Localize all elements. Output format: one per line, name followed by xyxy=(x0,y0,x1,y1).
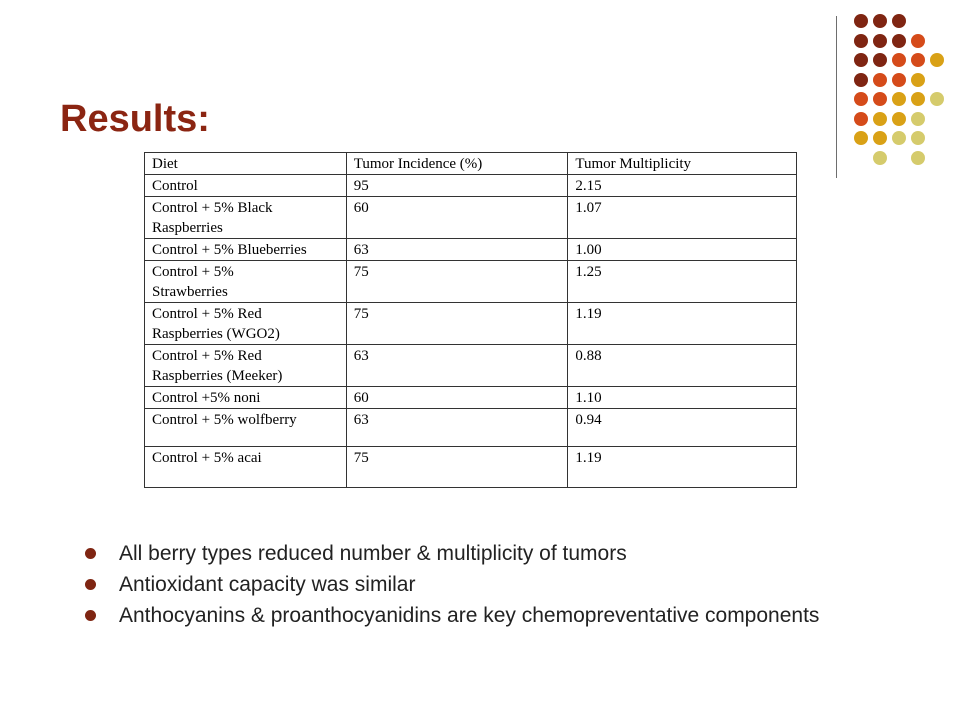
diet-cell xyxy=(145,387,347,409)
decorative-dot xyxy=(892,92,906,106)
decorative-dot xyxy=(911,112,925,126)
decorative-dot xyxy=(892,73,906,87)
decorative-dot xyxy=(854,112,868,126)
decorative-dot xyxy=(873,112,887,126)
diet-cell xyxy=(145,261,347,303)
bullet-text: Anthocyanins & proanthocyanidins are key chemopreventative components xyxy=(119,604,820,627)
slide-title: Results: xyxy=(60,98,210,140)
bullet-dot-icon xyxy=(85,548,96,559)
diet-text: Control + 5% xyxy=(152,264,234,280)
diet-text: Control + 5% Blueberries xyxy=(152,242,307,258)
diet-text: Control + 5% Red xyxy=(152,348,262,364)
diet-text: Control xyxy=(152,178,198,194)
incidence-cell: 60 xyxy=(346,197,568,239)
decorative-dot xyxy=(873,92,887,106)
table-row xyxy=(145,303,797,345)
header-tumor-incidence: Tumor Incidence (%) xyxy=(346,153,568,175)
multiplicity-cell: 0.94 xyxy=(568,409,797,447)
decorative-dot xyxy=(854,14,868,28)
diet-text: Raspberries (WGO2) xyxy=(152,326,280,342)
decorative-dot xyxy=(930,53,944,67)
diet-cell xyxy=(145,345,347,387)
diet-cell xyxy=(145,175,347,197)
divider-line xyxy=(836,16,837,178)
table-row xyxy=(145,447,797,488)
decorative-dot xyxy=(854,92,868,106)
multiplicity-cell: 0.88 xyxy=(568,345,797,387)
decorative-dot xyxy=(930,92,944,106)
diet-cell xyxy=(145,303,347,345)
decorative-dot xyxy=(873,131,887,145)
decorative-dot xyxy=(892,34,906,48)
decorative-dot xyxy=(892,53,906,67)
header-tumor-multiplicity: Tumor Multiplicity xyxy=(568,153,797,175)
table-row xyxy=(145,261,797,303)
decorative-dot xyxy=(911,131,925,145)
header-diet: Diet xyxy=(145,153,347,175)
diet-text: Raspberries (Meeker) xyxy=(152,368,283,384)
bullet-text: All berry types reduced number & multiplicity of tumors xyxy=(119,542,627,565)
diet-text: Control + 5% acai xyxy=(152,450,262,466)
decorative-dot xyxy=(854,73,868,87)
decorative-dot xyxy=(911,73,925,87)
decorative-dot xyxy=(873,14,887,28)
table-row xyxy=(145,239,797,261)
decorative-dot xyxy=(892,14,906,28)
multiplicity-cell: 1.19 xyxy=(568,447,797,488)
bullet-text: Antioxidant capacity was similar xyxy=(119,573,416,596)
decorative-dot xyxy=(911,53,925,67)
diet-text: Control +5% noni xyxy=(152,390,261,406)
table-row xyxy=(145,197,797,239)
diet-cell xyxy=(145,447,347,488)
decorative-dot xyxy=(911,34,925,48)
incidence-cell: 95 xyxy=(346,175,568,197)
decorative-dot xyxy=(873,151,887,165)
table-row xyxy=(145,175,797,197)
multiplicity-cell: 2.15 xyxy=(568,175,797,197)
bullet-item xyxy=(82,541,902,566)
table-row xyxy=(145,409,797,447)
multiplicity-cell: 1.10 xyxy=(568,387,797,409)
table-header-row xyxy=(145,153,797,175)
diet-text: Raspberries xyxy=(152,220,223,236)
diet-cell xyxy=(145,197,347,239)
incidence-cell: 63 xyxy=(346,239,568,261)
decorative-dot xyxy=(873,53,887,67)
multiplicity-cell: 1.25 xyxy=(568,261,797,303)
decorative-dot xyxy=(854,131,868,145)
table-row xyxy=(145,387,797,409)
decorative-dot xyxy=(873,34,887,48)
bullet-dot-icon xyxy=(85,610,96,621)
bullet-item xyxy=(82,603,902,628)
diet-cell xyxy=(145,239,347,261)
incidence-cell: 63 xyxy=(346,345,568,387)
diet-cell xyxy=(145,409,347,447)
incidence-cell: 75 xyxy=(346,261,568,303)
table-row xyxy=(145,345,797,387)
diet-text: Strawberries xyxy=(152,284,228,300)
decorative-dot xyxy=(854,34,868,48)
bullet-list xyxy=(82,541,902,634)
multiplicity-cell: 1.07 xyxy=(568,197,797,239)
bullet-dot-icon xyxy=(85,579,96,590)
decorative-dot xyxy=(873,73,887,87)
diet-text: Control + 5% Black xyxy=(152,200,273,216)
diet-text: Control + 5% Red xyxy=(152,306,262,322)
incidence-cell: 75 xyxy=(346,303,568,345)
incidence-cell: 60 xyxy=(346,387,568,409)
multiplicity-cell: 1.19 xyxy=(568,303,797,345)
incidence-cell: 75 xyxy=(346,447,568,488)
decorative-dot xyxy=(892,112,906,126)
results-table xyxy=(144,152,797,488)
decorative-dot xyxy=(911,151,925,165)
bullet-item xyxy=(82,572,902,597)
results-table-container xyxy=(144,152,797,483)
decorative-dot xyxy=(911,92,925,106)
incidence-cell: 63 xyxy=(346,409,568,447)
decorative-dot xyxy=(892,131,906,145)
diet-text: Control + 5% wolfberry xyxy=(152,412,297,428)
multiplicity-cell: 1.00 xyxy=(568,239,797,261)
decorative-dot xyxy=(854,53,868,67)
